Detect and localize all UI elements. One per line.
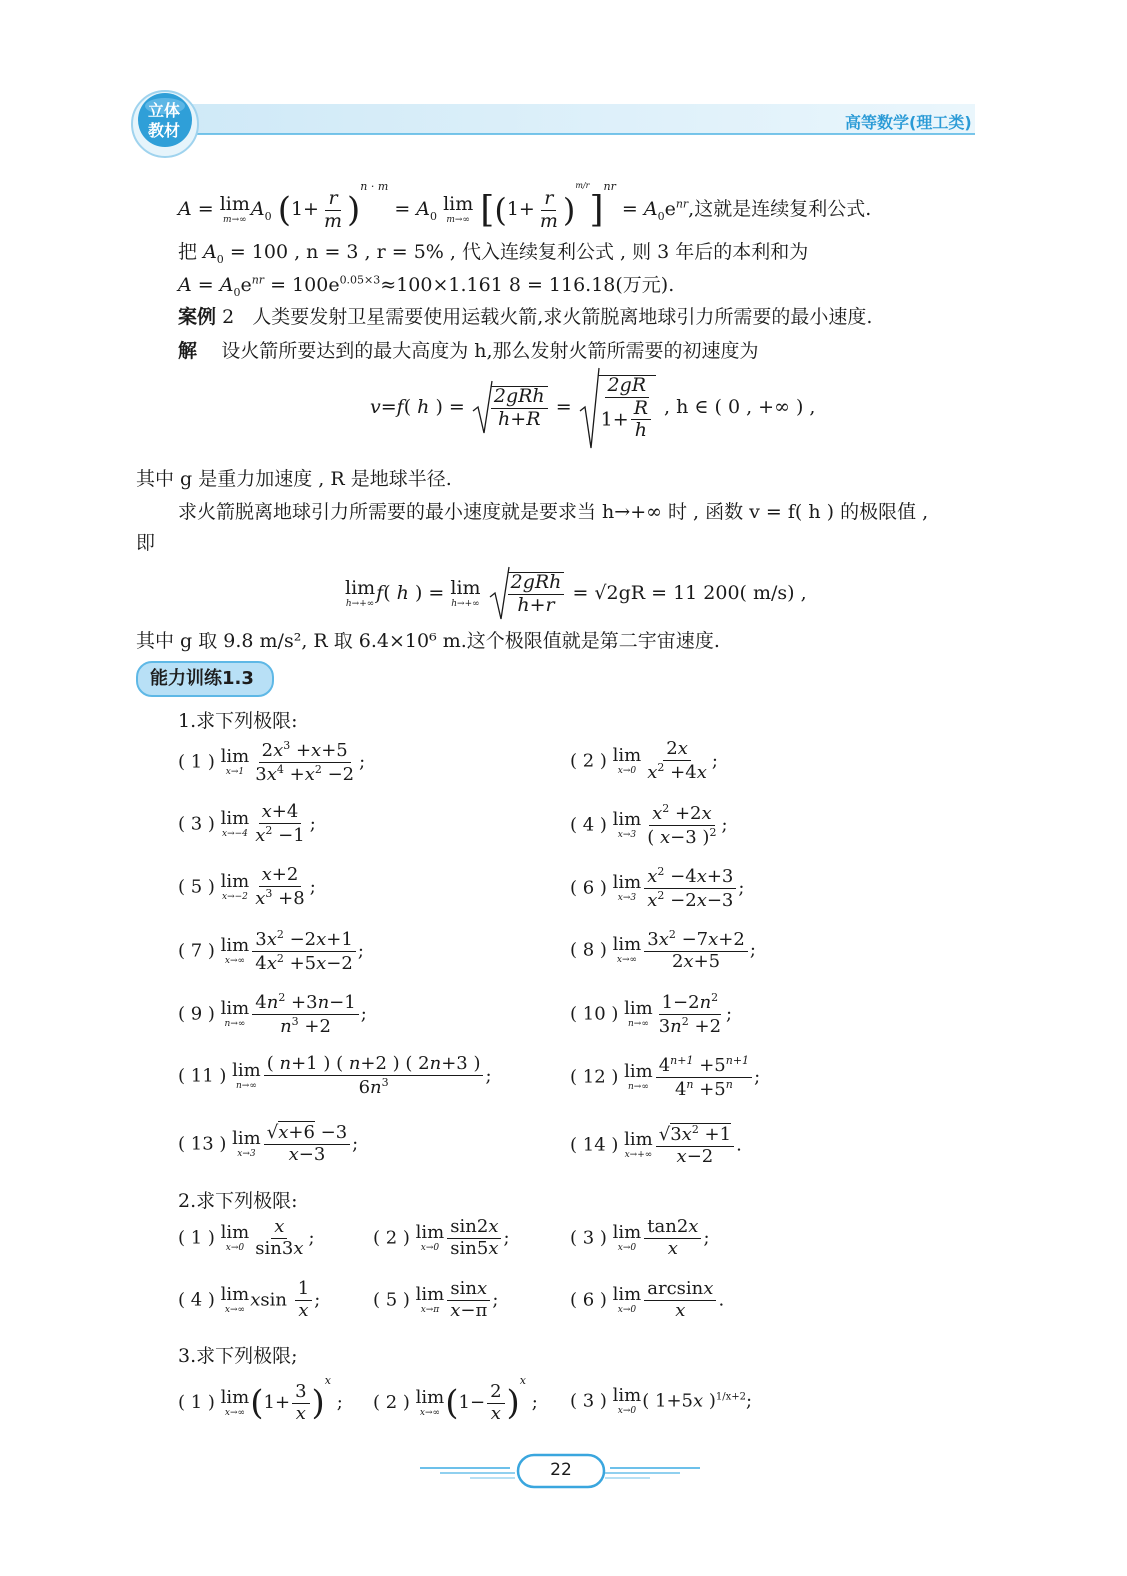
sqrt-sign-3: [488, 565, 510, 623]
where-line-2: 其中 g 取 9.8 m/s², R 取 6.4×10⁶ m.这个极限值就是第二宇宙速度.: [136, 630, 720, 652]
q2-item-5: ( 5 ) lim x→π $\frac{\sin x}{x-\pi}$ ;: [373, 1278, 499, 1321]
result-value: ≈100×1.161 8 = 116.18(万元).: [380, 274, 675, 296]
case-label: 案例: [178, 306, 217, 328]
q1-item-4: ( 4 ) lim x→3 $\frac{x^2 +2x}{( x-3 )^2}$ ;: [570, 802, 728, 848]
sqrt-sign-2: [578, 366, 600, 450]
logo-text-2: 教材: [148, 121, 181, 140]
q1-item-5: ( 5 ) lim x→−2 $\frac{x+2}{x^3 +8}$ ;: [178, 864, 316, 909]
velocity-formula: v=f( h ) = $\frac{\text{2gRh}}{h+R}$ = 2gR 1+ $\frac{R}{h}$ , h ∈ ( 0 , +∞ ) ,: [370, 366, 815, 450]
q2-item-4: ( 4 ) lim x→∞ xsin $\frac{1}{x}$ ;: [178, 1278, 321, 1321]
q1-item-3: ( 3 ) lim x→−4 $\frac{x+4}{x^2 -1}$ ;: [178, 801, 316, 846]
q1-item-12: ( 12 ) lim n→∞ $\frac{4^{n+1} +5^{n+1}}{4^n +5^n}$ ;: [570, 1054, 761, 1100]
limit-formula: lim h→+∞ f( h ) = lim h→+∞ $\frac{\text{2gRh}}{h+r}$ = √2gR = 11 200( m/s) ,: [345, 565, 807, 623]
velocity-domain: , h ∈ ( 0 , +∞ ) ,: [664, 396, 816, 418]
sqrt-sign-1: [471, 379, 493, 437]
substitution-line: 把 $A_0 = 100$ , n = 3 , r = 5% , 代入连续复利公式 , 则 3 年后的本利和为: [178, 241, 809, 266]
q3-item-3: ( 3 ) lim x→0 ( 1+5x )$^{1/x+2}$;: [570, 1385, 753, 1416]
compound-tail: ,这就是连续复利公式.: [688, 198, 872, 220]
q1-item-13: ( 13 ) lim x→3 $\frac{√x+6 -3}{x-3}$ ;: [178, 1122, 359, 1165]
q2-item-3: ( 3 ) lim x→0 $\frac{\tan 2x}{x}$ ;: [570, 1216, 710, 1259]
substitution-prefix: 把: [178, 241, 198, 263]
q1-item-7: ( 7 ) lim x→∞ $\frac{3x^2 -2x+1}{4x^2 +5x-2}$ ;: [178, 928, 364, 974]
q2-item-2: ( 2 ) lim x→0 $\frac{\sin 2x}{\sin 5x}$ ;: [373, 1216, 510, 1259]
case-line: [178, 302, 872, 329]
question-3: 3.求下列极限;: [178, 1345, 298, 1367]
logo-text-1: 立体: [148, 101, 181, 120]
result-line: $A = A_0e^{nr} = 100e^{0.05\times 3}\approx 100\times 1.161$ 8 = 116.18(万元).: [178, 273, 675, 299]
q1-item-9: ( 9 ) lim n→∞ $\frac{4n^2 +3n-1}{n^3 +2}$ ;: [178, 991, 367, 1037]
q1-item-8: ( 8 ) lim x→∞ $\frac{3x^2 -7x+2}{2x+5}$ ;: [570, 928, 756, 972]
paragraph-2b: 即: [136, 532, 156, 554]
solution-line: [178, 336, 759, 363]
q2-item-1: ( 1 ) lim x→0 $\frac{x}{\sin 3x}$ ;: [178, 1216, 315, 1259]
result-e: e: [240, 274, 252, 296]
q2-item-6: ( 6 ) lim x→0 $\frac{\arcsin x}{x}$ .: [570, 1278, 725, 1321]
q1-item-14: ( 14 ) lim x→+∞ $\frac{√3x^2 +1}{x-2}$ .: [570, 1123, 742, 1167]
q1-item-1: ( 1 ) lim x→1 $\frac{2x^3 +x+5}{3x^4 +x^2 -2}$ ;: [178, 739, 366, 785]
substitution-text: = 100 , n = 3 , r = 5% , 代入连续复利公式 , 则 3 年后的本利和为: [229, 241, 809, 263]
paragraph-2: 求火箭脱离地球引力所需要的最小速度就是要求当 h→+∞ 时 , 函数 v = f( h ) 的极限值 ,: [178, 501, 929, 523]
result-a: A = A: [178, 274, 234, 296]
q3-item-2: ( 2 ) lim x→∞ (1− $\frac{2}{x}$ )$^x$ ;: [373, 1374, 538, 1424]
where-line-1: 其中 g 是重力加速度 , R 是地球半径.: [136, 468, 452, 490]
solution-label: 解: [178, 340, 198, 362]
compound-formula-line: A = lim m→∞ $A_0$ (1+ $\frac{r}{m}$ )$^{n \cdot m} = A_0$ lim m→∞ [(1+ $\frac{r}{m}$ )$^{m/r}]^{nr} = A_0e^{nr}$,这就是连续复利公式.: [178, 180, 872, 232]
q1-item-11: ( 11 ) lim n→∞ $\frac{( n+1 ) ( n+2 ) ( 2n+3 )}{6n^3}$ ;: [178, 1053, 492, 1098]
solution-text: 设火箭所要达到的最大高度为 h,那么发射火箭所需要的初速度为: [221, 340, 759, 362]
result-100e: = 100e: [270, 274, 340, 296]
limit-result: = √2gR = 11 200( m/s) ,: [572, 582, 807, 604]
q1-item-10: ( 10 ) lim n→∞ $\frac{1-2n^2}{3n^2 +2}$ ;: [570, 991, 733, 1037]
q1-item-6: ( 6 ) lim x→3 $\frac{x^2 -4x+3}{x^2 -2x-3}$ ;: [570, 865, 745, 911]
case-number: 2: [222, 306, 235, 328]
q1-item-2: ( 2 ) lim x→0 $\frac{2x}{x^2 +4x}$ ;: [570, 738, 718, 783]
question-2: 2.求下列极限:: [178, 1190, 298, 1212]
case-text: 人类要发射卫星需要使用运载火箭,求火箭脱离地球引力所需要的最小速度.: [252, 306, 873, 328]
book-title: 高等数学(理工类): [845, 113, 972, 132]
exercise-title: 能力训练1.3: [136, 661, 274, 697]
question-1: 1.求下列极限:: [178, 710, 298, 732]
page-number: 22: [550, 1460, 572, 1480]
q3-item-1: ( 1 ) lim x→∞ (1+ $\frac{3}{x}$ )$^x$ ;: [178, 1374, 343, 1424]
